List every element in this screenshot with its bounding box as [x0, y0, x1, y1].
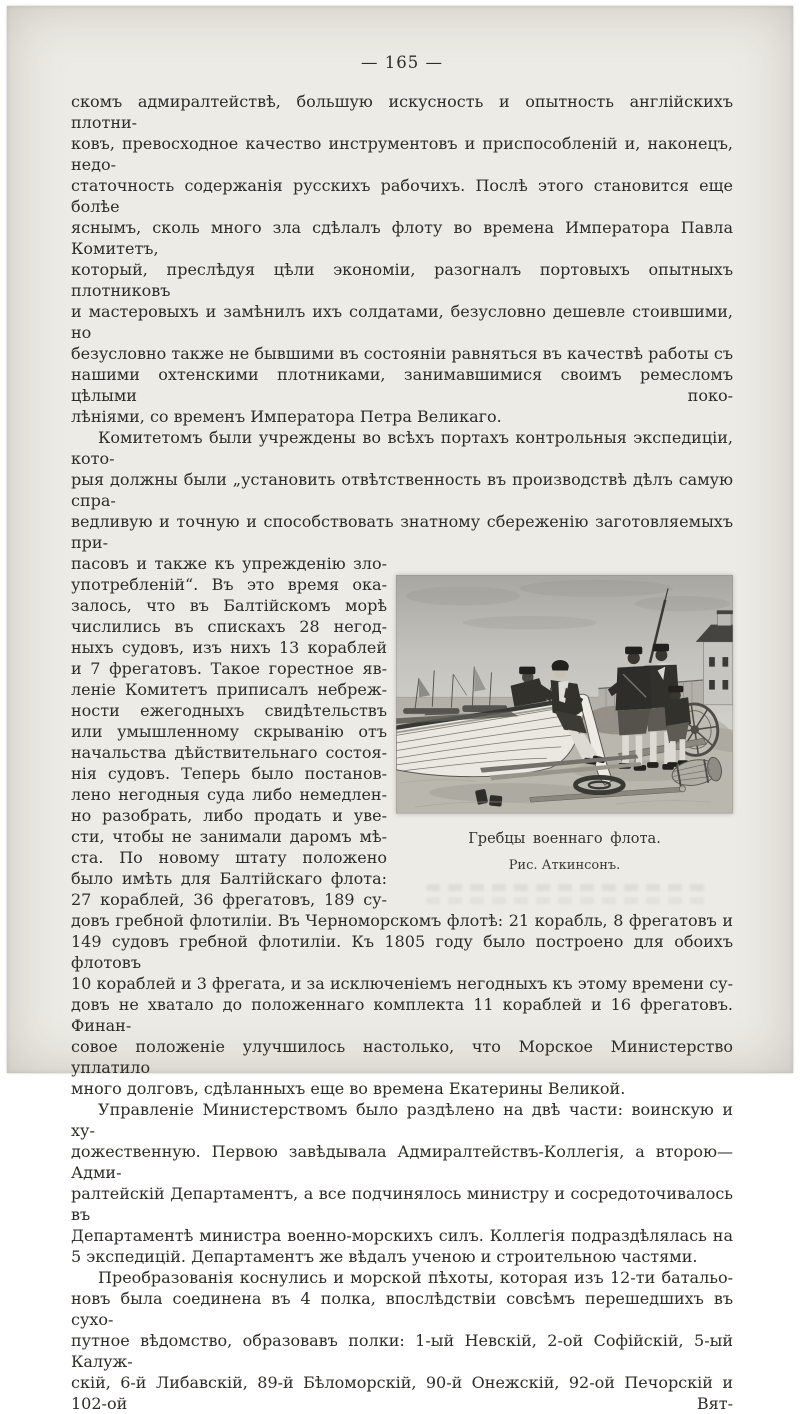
boat-hauling-illustration — [396, 575, 733, 814]
text-line: путное вѣдомство, образовавъ полки: 1-ый Невскій, 2-ой Софійскій, 5-ый Калуж- — [71, 1331, 733, 1371]
paragraph-admiralty — [71, 91, 733, 427]
text-line: Департаментѣ министра военно-морскихъ силъ. Коллегія подраздѣлялась на — [71, 1226, 733, 1245]
text-line: 5 экспедицій. Департаментъ же вѣдалъ ученою и строительною частями. — [71, 1247, 698, 1266]
paragraph-black-sea-fleet — [71, 910, 733, 1099]
text-line: леніе Комитетъ приписалъ небреж- — [71, 680, 387, 699]
text-block — [7, 52, 793, 1414]
text-line: нашими охтенскими плотниками, занимавшимися своимъ ремесломъ цѣлыми поко- — [71, 365, 733, 405]
text-line: довъ не хватало до положеннаго комплекта 11 кораблей и 16 фрегатовъ. Финан- — [71, 995, 733, 1035]
scanned-page — [7, 6, 793, 1413]
text-line: но разобрать, либо продать и уве- — [71, 806, 387, 825]
text-line: 27 кораблей, 36 фрегатовъ, 189 су- — [71, 890, 387, 909]
text-line: нія судовъ. Теперь было постанов- — [71, 764, 387, 783]
text-line: довъ гребной флотиліи. Въ Черноморскомъ флотѣ: 21 корабль, 8 фрегатовъ и — [71, 911, 733, 930]
column-and-figure-row — [71, 553, 733, 910]
text-line: много долговъ, сдѣланныхъ еще во времена Екатерины Великой. — [71, 1079, 626, 1098]
text-line: начальства дѣйствительнаго состоя- — [71, 743, 387, 762]
figure-caption-credit: Рис. Аткинсонъ. — [508, 857, 621, 873]
page-bleed-through — [426, 897, 709, 904]
text-line: 149 судовъ гребной флотиліи. Къ 1805 году было построено для обоихъ флотовъ — [71, 932, 733, 972]
text-line: или умышленному скрыванію отъ — [71, 722, 387, 741]
text-line: залось, что въ Балтійскомъ морѣ — [71, 596, 387, 615]
page-bleed-through — [426, 884, 709, 891]
text-line: совое положеніе улучшилось настолько, что Морское Министерство уплатило — [71, 1037, 733, 1077]
text-line: лѣніями, со временъ Императора Петра Великаго. — [71, 407, 502, 426]
text-line: яснымъ, сколь много зла сдѣлалъ флоту во времена Императора Павла Комитетъ, — [71, 218, 733, 258]
page-number: — 165 — — [361, 53, 443, 72]
paragraph-ministry-division — [71, 1099, 733, 1267]
text-line: новъ была соединена въ 4 полка, впослѣдствіи совсѣмъ перешедшихъ въ сухо- — [71, 1289, 733, 1329]
text-line: ности ежегодныхъ свидѣтельствъ — [71, 701, 387, 720]
text-line: который, преслѣдуя цѣли экономіи, разогналъ портовыхъ опытныхъ плотниковъ — [71, 260, 733, 300]
figure-rowers — [396, 553, 733, 904]
narrow-text-column — [71, 553, 387, 910]
text-line: Комитетомъ были учреждены во всѣхъ портахъ контрольныя экспедиціи, кото- — [71, 428, 733, 468]
text-line: и 7 фрегатовъ. Такое горестное яв- — [71, 659, 387, 678]
text-line: пасовъ и также къ упрежденію зло- — [71, 554, 387, 573]
text-line: ста. По новому штату положено — [71, 848, 387, 867]
text-line: дожественную. Первою завѣдывала Адмиралтействъ-Коллегія, а второю—Адми- — [71, 1142, 733, 1182]
paragraph-marine-infantry — [71, 1267, 733, 1414]
text-line: статочность содержанія русскихъ рабочихъ. Послѣ этого становится еще болѣе — [71, 176, 733, 216]
text-line: сти, чтобы не занимали даромъ мѣ- — [71, 827, 387, 846]
text-line: употребленій“. Въ это время ока- — [71, 575, 387, 594]
text-line: ныхъ судовъ, изъ нихъ 13 кораблей — [71, 638, 387, 657]
text-line: ковъ, превосходное качество инструментовъ и приспособленій и, наконецъ, недо- — [71, 134, 733, 174]
text-line: безусловно также не бывшими въ состояніи равняться въ качествѣ работы съ — [71, 344, 733, 363]
text-line: было имѣть для Балтійскаго флота: — [71, 869, 387, 888]
paragraph-control-expeditions — [71, 427, 733, 553]
text-line: 10 кораблей и 3 фрегата, и за исключеніемъ негодныхъ къ этому времени су- — [71, 974, 733, 993]
text-line: и мастеровыхъ и замѣнилъ ихъ солдатами, безусловно дешевле стоившими, но — [71, 302, 733, 342]
text-line: рыя должны были „установить отвѣтственность въ производствѣ дѣлъ самую спра- — [71, 470, 733, 510]
text-line: Преобразованія коснулись и морской пѣхоты, которая изъ 12-ти батальо- — [98, 1268, 733, 1287]
text-line: Управленіе Министерствомъ было раздѣлено на двѣ части: воинскую и ху- — [71, 1100, 733, 1140]
text-line: лено негодныя суда либо немедлен- — [71, 785, 387, 804]
text-line: числились въ спискахъ 28 негод- — [71, 617, 387, 636]
text-line: ралтейскій Департаментъ, а все подчинялось министру и сосредоточивалось въ — [71, 1184, 733, 1224]
text-line: скій, 6-й Либавскій, 89-й Бѣломорскій, 90-й Онежскій, 92-ой Печорскій и 102-ой Вят- — [71, 1373, 733, 1413]
figure-caption-title: Гребцы военнаго флота. — [468, 830, 661, 847]
text-line: скомъ адмиралтействѣ, большую искусность и опытность англійскихъ плотни- — [71, 92, 733, 132]
text-line: ведливую и точную и способствовать знатному сбереженію заготовляемыхъ при- — [71, 512, 733, 552]
